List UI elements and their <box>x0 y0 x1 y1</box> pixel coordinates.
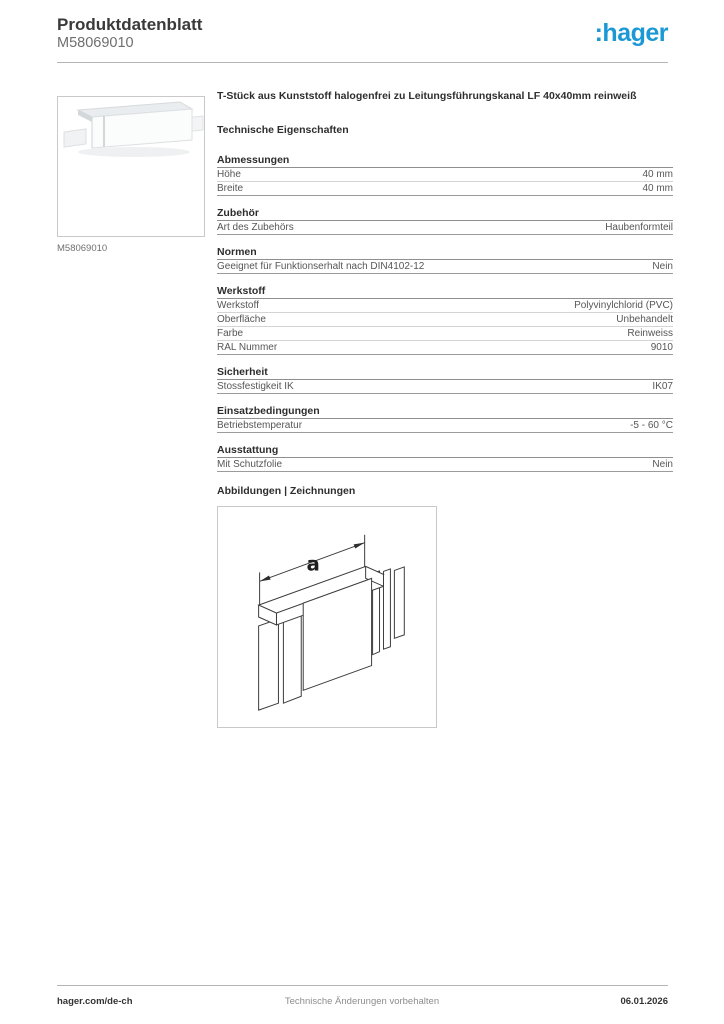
spec-label: Farbe <box>217 327 244 339</box>
spec-label: Breite <box>217 182 244 194</box>
dimension-drawing <box>218 507 436 727</box>
product-title: T-Stück aus Kunststoff halogenfrei zu Leitungsführungskanal LF 40x40mm reinweiß <box>217 90 637 102</box>
spec-row <box>217 313 673 327</box>
tech-sections <box>217 155 673 472</box>
spec-section <box>217 286 673 355</box>
spec-section-title: Sicherheit <box>217 367 673 380</box>
spec-label: RAL Nummer <box>217 341 278 353</box>
spec-value: Nein <box>652 260 673 272</box>
spec-row <box>217 168 673 182</box>
product-photo-rendering <box>58 97 204 236</box>
spec-value: 40 mm <box>642 168 673 180</box>
spec-column <box>217 90 673 728</box>
spec-label: Geeignet für Funktionserhalt nach DIN4102-12 <box>217 260 425 272</box>
spec-section <box>217 155 673 196</box>
spec-value: 9010 <box>650 341 673 353</box>
spec-section <box>217 406 673 433</box>
header-divider <box>57 62 668 63</box>
spec-value: 40 mm <box>642 182 673 194</box>
spec-label: Stossfestigkeit IK <box>217 380 294 392</box>
spec-value: Unbehandelt <box>616 313 673 325</box>
product-image-caption: M58069010 <box>57 243 108 254</box>
spec-row <box>217 341 673 355</box>
spec-row <box>217 221 673 235</box>
spec-value: Nein <box>652 458 673 470</box>
spec-section-title: Normen <box>217 247 673 260</box>
spec-label: Oberfläche <box>217 313 266 325</box>
spec-value: Haubenformteil <box>605 221 673 233</box>
spec-value: IK07 <box>652 380 673 392</box>
spec-label: Betriebstemperatur <box>217 419 303 431</box>
spec-row <box>217 327 673 341</box>
spec-row <box>217 458 673 472</box>
spec-label: Mit Schutzfolie <box>217 458 283 470</box>
spec-label: Werkstoff <box>217 299 259 311</box>
technical-drawing <box>217 506 437 728</box>
drawings-heading: Abbildungen | Zeichnungen <box>217 485 356 497</box>
footer-date: 06.01.2026 <box>620 996 668 1007</box>
spec-section-title: Ausstattung <box>217 445 673 458</box>
hager-logo: :hager <box>594 19 668 47</box>
spec-row <box>217 299 673 313</box>
spec-label: Art des Zubehörs <box>217 221 294 233</box>
spec-section <box>217 445 673 472</box>
spec-section-title: Abmessungen <box>217 155 673 168</box>
spec-label: Höhe <box>217 168 241 180</box>
product-reference: M58069010 <box>57 35 134 51</box>
spec-value: Reinweiss <box>627 327 673 339</box>
spec-value: Polyvinylchlorid (PVC) <box>574 299 673 311</box>
dimension-label: a <box>306 552 320 576</box>
spec-row <box>217 182 673 196</box>
spec-section <box>217 247 673 274</box>
document-type-title: Produktdatenblatt <box>57 15 203 34</box>
footer-website: hager.com/de-ch <box>57 996 133 1007</box>
tech-properties-heading: Technische Eigenschaften <box>217 124 349 136</box>
spec-row <box>217 260 673 274</box>
footer-notice: Technische Änderungen vorbehalten <box>284 996 440 1007</box>
spec-value: -5 - 60 °C <box>630 419 673 431</box>
spec-row <box>217 419 673 433</box>
spec-row <box>217 380 673 394</box>
spec-section-title: Einsatzbedingungen <box>217 406 673 419</box>
footer-divider <box>57 985 668 986</box>
product-image <box>57 96 205 237</box>
spec-section <box>217 208 673 235</box>
spec-section <box>217 367 673 394</box>
spec-section-title: Zubehör <box>217 208 673 221</box>
spec-section-title: Werkstoff <box>217 286 673 299</box>
